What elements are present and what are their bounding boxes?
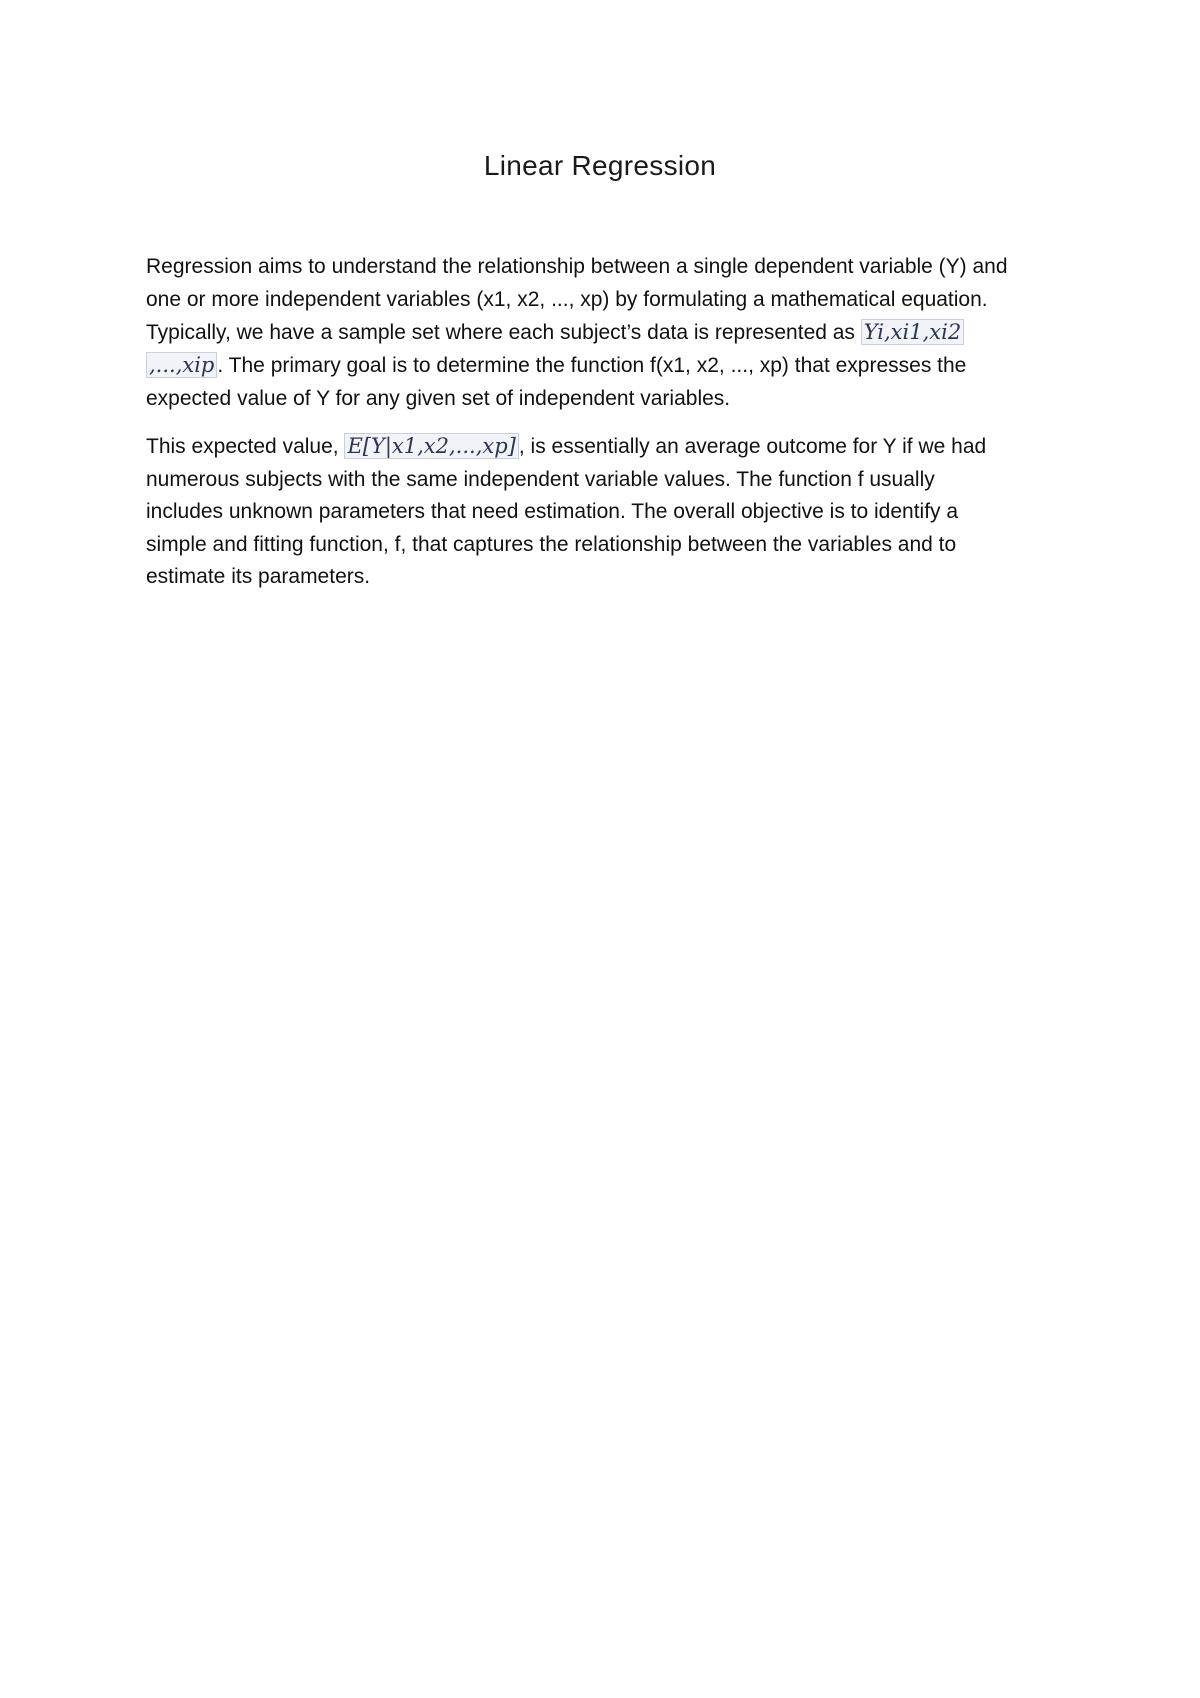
paragraph-1-line-5: expected value of Y for any given set of independent variables.: [146, 387, 731, 410]
paragraph-2-line-1: [146, 430, 1066, 464]
paragraph-1-line-4-text: . The primary goal is to determine the function f(x1, x2, ..., xp) that expresses the: [217, 354, 967, 377]
paragraph-2: [146, 430, 1066, 594]
paragraph-1-line-2: one or more independent variables (x1, x2, ..., xp) by formulating a mathematical equation.: [146, 288, 988, 311]
paragraph-2-line-2: numerous subjects with the same independent variable values. The function f usually: [146, 467, 935, 491]
math-expression-subject-data-continued: ,...,xip: [146, 352, 217, 378]
paragraph-1-line-4: [146, 349, 1066, 382]
paragraph-1-line-1: Regression aims to understand the relationship between a single dependent variable (Y) and: [146, 255, 1008, 278]
paragraph-1-line-3: [146, 316, 1066, 349]
document-title: Linear Regression: [483, 150, 717, 181]
paragraph-1: [146, 250, 1066, 415]
paragraph-2-line-3: includes unknown parameters that need estimation. The overall objective is to identify a: [146, 500, 959, 523]
paragraph-2-line-1-text: This expected value,: [146, 435, 345, 458]
paragraph-2-line-1-rest: , is essentially an average outcome for Y if we had: [518, 435, 987, 458]
paragraph-1-line-3-text: Typically, we have a sample set where each subject’s data is represented as: [146, 321, 861, 344]
math-expression-expected-value: E[Y|x1,x2,...,xp]: [344, 433, 518, 459]
paragraph-2-line-4: simple and fitting function, f, that captures the relationship between the variables and to: [146, 532, 957, 556]
math-expression-subject-data: Yi,xi1,xi2: [861, 319, 964, 345]
paragraph-2-line-5: estimate its parameters.: [146, 565, 371, 588]
